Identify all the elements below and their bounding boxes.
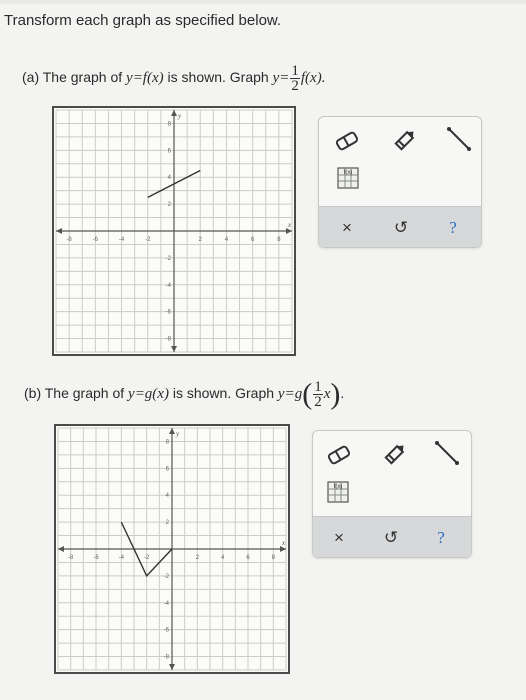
eraser-icon[interactable] xyxy=(323,441,355,469)
graph-b-canvas[interactable] xyxy=(54,424,290,674)
page-heading: Transform each graph as specified below. xyxy=(4,12,282,29)
graph-a-y-arrow-up xyxy=(171,110,177,116)
graph-a-x-tick-label: 6 xyxy=(250,237,255,243)
graph-a-y-tick-label: 6 xyxy=(167,148,171,155)
help-button[interactable]: ? xyxy=(437,528,445,547)
graph-a-x-tick-label: 8 xyxy=(277,237,281,243)
question-b-close-paren: ) xyxy=(330,377,341,411)
question-b-open-paren: ( xyxy=(302,377,313,411)
pencil-icon[interactable] xyxy=(389,125,421,155)
svg-text:f(x): f(x) xyxy=(343,170,353,176)
question-b-given-function: y=g(x) xyxy=(128,386,169,403)
graph-b-x-tick-label: 4 xyxy=(220,555,225,561)
question-b-fraction xyxy=(313,380,323,409)
question-b xyxy=(24,377,345,411)
graph-a-x-arrow-left xyxy=(56,228,62,234)
question-a-mid: is shown. Graph xyxy=(167,69,269,86)
graph-a-y-axis-label: y xyxy=(178,112,182,120)
graph-b-x-axis-label: x xyxy=(282,539,286,547)
graph-a-x-tick-label: -4 xyxy=(118,237,125,243)
clear-button[interactable]: × xyxy=(342,218,352,237)
question-a-target-lhs: y= xyxy=(272,70,290,87)
question-b-frac-den: 2 xyxy=(314,394,322,410)
question-a xyxy=(22,64,325,93)
graph-a-y-tick-label: 4 xyxy=(167,175,171,182)
graph-b-toolbar xyxy=(312,430,472,558)
graph-b-x-tick-label: 6 xyxy=(246,555,250,561)
graph-a-x-tick-label: 2 xyxy=(198,237,202,243)
graph-b-y-tick-label: 2 xyxy=(165,520,169,527)
line-segment-icon[interactable] xyxy=(443,123,475,155)
graph-a-x-tick-label: -6 xyxy=(92,237,99,243)
pencil-icon[interactable] xyxy=(379,439,411,469)
question-a-frac-den: 2 xyxy=(291,78,299,94)
question-a-fraction xyxy=(290,64,300,93)
graph-a-x-tick-label: -2 xyxy=(145,237,151,243)
graph-a-y-tick-label: -4 xyxy=(165,282,171,289)
graph-b-x-tick-label: -8 xyxy=(67,555,74,561)
graph-a-toolbar xyxy=(318,116,482,248)
graph-b-y-arrow-up xyxy=(169,428,175,434)
graph-b-x-arrow-left xyxy=(58,546,64,552)
question-b-frac-num: 1 xyxy=(314,379,322,395)
graph-b-y-tick-label: 8 xyxy=(165,439,169,446)
question-b-mid: is shown. Graph xyxy=(172,385,275,402)
graph-b-x-tick-label: -4 xyxy=(118,555,125,561)
svg-text:f(x): f(x) xyxy=(333,484,343,490)
graph-a-y-arrow-down xyxy=(171,346,177,352)
graph-b-y-tick-label: -4 xyxy=(163,600,169,607)
top-bar xyxy=(0,0,526,4)
graph-a-x-tick-label: -8 xyxy=(66,237,72,243)
graph-b-x-tick-label: 8 xyxy=(271,555,276,561)
help-button[interactable]: ? xyxy=(449,218,457,237)
question-a-given-function: y=f(x) xyxy=(126,70,164,87)
graph-a-y-tick-label: -8 xyxy=(165,336,171,343)
question-b-frac-tail: x xyxy=(323,386,331,403)
graph-b-y-tick-label: 4 xyxy=(165,493,169,500)
graph-b-y-tick-label: -6 xyxy=(163,627,169,634)
grid-transform-icon[interactable] xyxy=(335,165,361,191)
graph-a-canvas[interactable] xyxy=(52,106,296,356)
graph-b-x-tick-label: -6 xyxy=(93,555,99,561)
graph-a-y-tick-label: -2 xyxy=(165,255,171,262)
question-a-prefix: (a) The graph of xyxy=(22,69,123,86)
graph-b-x-tick-label: 2 xyxy=(195,555,200,561)
clear-button[interactable]: × xyxy=(334,528,344,547)
graph-a-y-tick-label: 8 xyxy=(167,121,171,128)
graph-b-y-tick-label: -8 xyxy=(163,654,169,661)
undo-button[interactable]: ↺ xyxy=(383,528,399,547)
question-b-target-lhs: y=g xyxy=(277,386,303,403)
graph-a-x-tick-label: 4 xyxy=(224,237,229,243)
graph-a-x-axis-label: x xyxy=(288,221,292,229)
question-b-prefix: (b) The graph of xyxy=(24,385,125,402)
question-a-frac-num: 1 xyxy=(291,63,299,79)
undo-button[interactable]: ↺ xyxy=(393,218,409,237)
graph-a-y-tick-label: 2 xyxy=(167,202,171,209)
eraser-icon[interactable] xyxy=(331,127,363,155)
grid-transform-icon[interactable] xyxy=(325,479,351,505)
question-a-target-rhs: f(x). xyxy=(300,70,326,87)
graph-a-y-tick-label: -6 xyxy=(165,309,171,316)
graph-b-y-arrow-down xyxy=(169,664,175,670)
graph-b-y-axis-label: y xyxy=(176,430,180,438)
graph-b-x-tick-label: -2 xyxy=(143,555,150,561)
line-segment-icon[interactable] xyxy=(431,437,463,469)
graph-b-y-tick-label: 6 xyxy=(165,466,169,473)
graph-b-plot[interactable] xyxy=(56,426,288,672)
question-b-end: . xyxy=(340,385,345,402)
graph-a-plot[interactable] xyxy=(54,108,294,354)
graph-b-y-tick-label: -2 xyxy=(163,573,169,580)
